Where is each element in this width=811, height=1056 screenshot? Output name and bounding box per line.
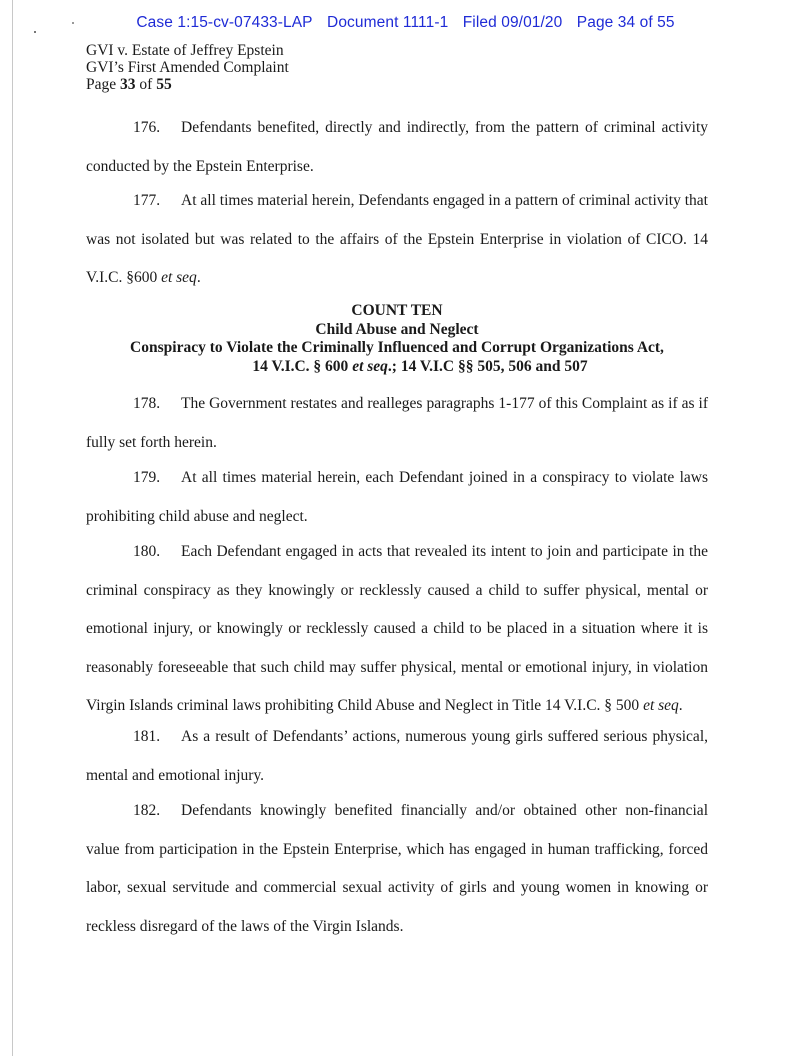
count-title: COUNT TEN [351,302,443,319]
paragraph-number: 182. [133,802,161,819]
paragraph-179 [86,459,708,536]
margin-rule [12,0,13,1056]
count-statutes: 14 V.I.C. § 600 et seq.; 14 V.I.C §§ 505, 506 and 507 [252,357,588,375]
document-header [86,42,289,93]
case-number: Case 1:15-cv-07433-LAP [136,14,313,31]
paragraph-number: 178. [133,395,161,412]
count-claim: Conspiracy to Violate the Criminally Influenced and Corrupt Organizations Act, [130,339,664,356]
paragraph-number: 179. [133,469,161,486]
header-case-title: GVI v. Estate of Jeffrey Epstein [86,42,284,59]
paragraph-text: Each Defendant engaged in acts that revealed its intent to join and participate in the criminal conspiracy as they knowingly or recklessly caused a child to suffer physical, mental or emotional injury, or knowingly or recklessly caused a child to be placed in a situation where it is reasonably foreseeable that such child may suffer physical, mental or emotional injury, in violation Virgin Islands criminal laws prohibiting Child Abuse and Neglect in Title 14 V.I.C. § 500 [86,543,708,714]
paragraph-number: 177. [133,192,161,209]
paragraph-180: 180. Each Defendant engaged in acts that revealed its intent to join and participate in the criminal conspiracy as they knowingly or recklessly caused a child to suffer physical, mental or emotional injury, or knowingly or recklessly caused a child to be placed in a situation where it is reasonably foreseeable that such child may suffer physical, mental or emotional injury, in violation Virgin Islands criminal laws prohibiting Child Abuse and Neglect in Title 14 V.I.C. § 500 et seq. [86,533,708,726]
paragraph-text: At all times material herein, each Defendant joined in a conspiracy to violate laws prohibiting child abuse and neglect. [86,469,708,525]
paragraph-text: The Government restates and realleges paragraphs 1-177 of this Complaint as if as if fully set forth herein. [86,395,708,451]
paragraph-177: 177. At all times material herein, Defendants engaged in a pattern of criminal activity that was not isolated but was related to the affairs of the Epstein Enterprise in violation of CICO. 14 V.I.C. §600 et seq. [86,182,708,298]
paragraph-178 [86,385,708,462]
count-heading [86,302,708,376]
header-document-title: GVI’s First Amended Complaint [86,59,289,76]
document-number: Document 1111-1 [327,14,449,31]
paragraph-number: 181. [133,728,161,745]
paragraph-number: 176. [133,119,161,136]
paragraph-text: As a result of Defendants’ actions, numerous young girls suffered serious physical, mental and emotional injury. [86,728,708,784]
paragraph-text: Defendants benefited, directly and indirectly, from the pattern of criminal activity conducted by the Epstein Enterprise. [86,119,708,175]
paragraph-176 [86,109,708,186]
filing-stamp [0,14,811,32]
count-subtitle: Child Abuse and Neglect [315,320,479,338]
filed-date: Filed 09/01/20 [462,14,563,31]
paragraph-181 [86,718,708,795]
paragraph-text: Defendants knowingly benefited financially and/or obtained other non-financial value from participation in the Epstein Enterprise, which has engaged in human trafficking, forced labor, sexual servitude and commercial sexual activity of girls and young women in knowing or reckless disregard of the laws of the Virgin Islands. [86,802,708,935]
stamp-page: Page 34 of 55 [576,14,675,31]
paragraph-number: 180. [133,543,161,560]
paragraph-182 [86,792,708,946]
paragraph-text: At all times material herein, Defendants engaged in a pattern of criminal activity that was not isolated but was related to the affairs of the Epstein Enterprise in violation of CICO. 14 V.I.C. §600 [86,192,708,286]
header-page-number: Page 33 of 55 [86,76,172,93]
